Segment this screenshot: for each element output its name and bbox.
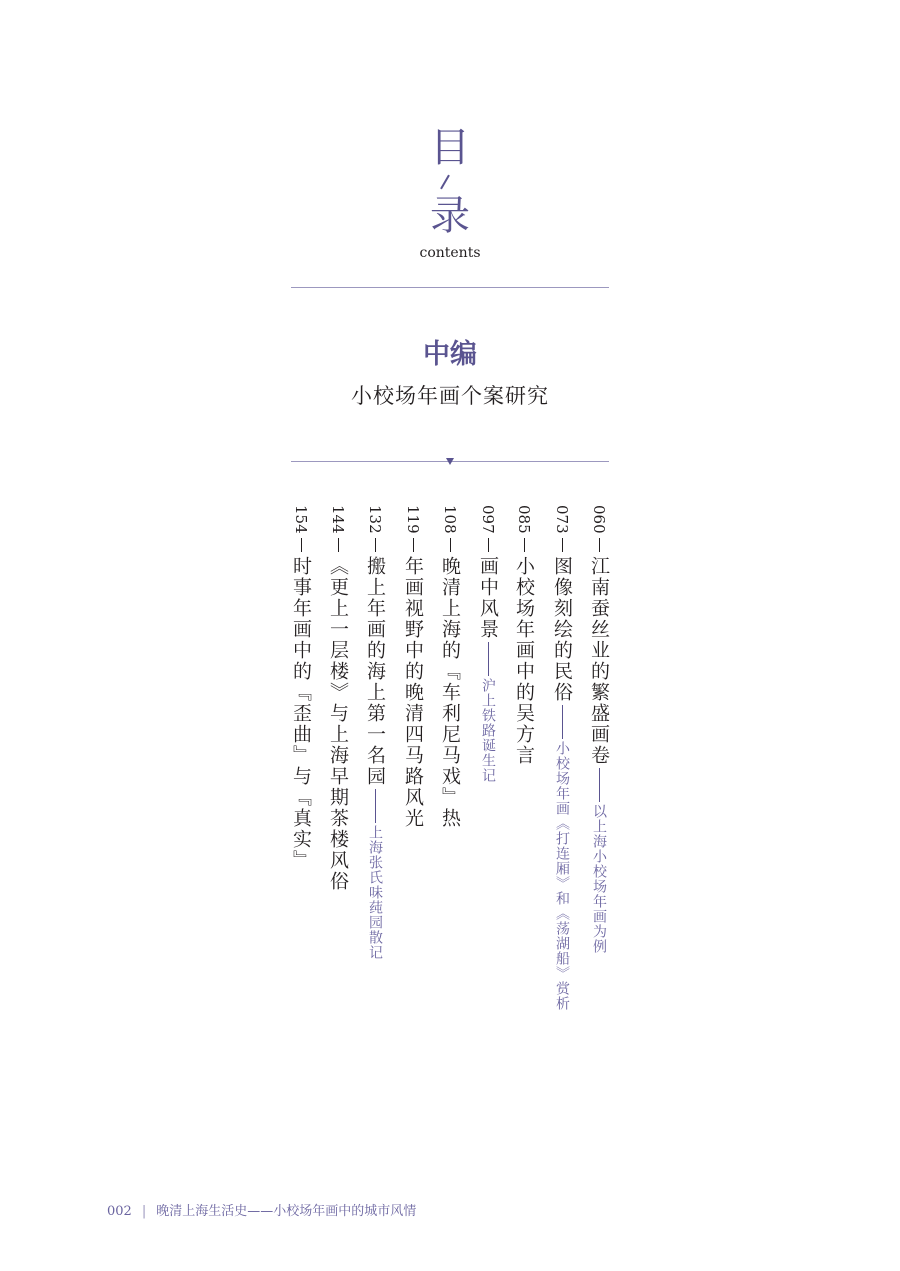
contents-label: contents [419,245,481,261]
part-subtitle: 小校场年画个案研究 [351,384,549,408]
toc-subtitle: 小校场年画《打连厢》和《荡湖船》赏析 [554,740,570,1011]
toc-separator [599,538,600,552]
toc-page-number: 073 [553,505,571,534]
toc-separator [524,538,525,552]
toc-title: 图像刻绘的民俗 [551,555,573,703]
toc-title: 晚清上海的『车利尼马戏』热 [439,555,461,829]
toc-subtitle: 以上海小校场年画为例 [591,803,607,954]
page-footer [107,1200,416,1219]
toc-separator [301,538,302,552]
toc-title: 《更上一层楼》与上海早期茶楼风俗 [327,555,349,892]
toc-list [0,505,900,1025]
footer-book-title: 晚清上海生活史——小校场年画中的城市风情 [156,1204,417,1219]
heading-char-mu: 目 [430,125,470,171]
toc-subtitle: 上海张氏味莼园散记 [367,824,383,960]
top-rule [291,287,609,288]
toc-page-number: 154 [292,505,310,534]
slash-divider [0,171,900,193]
toc-title: 时事年画中的『歪曲』与『真实』 [290,555,312,871]
footer-page-number: 002 [107,1204,132,1219]
toc-entry[interactable] [289,505,313,871]
toc-page-number: 144 [329,505,347,534]
toc-entry[interactable] [401,505,425,829]
toc-separator [413,538,414,552]
toc-separator [562,538,563,552]
toc-subtitle: 沪上铁路诞生记 [480,677,496,783]
toc-entry[interactable] [363,505,387,960]
toc-separator [488,538,489,552]
heading-char-lu: 录 [430,193,470,239]
toc-title: 江南蚕丝业的繁盛画卷 [588,555,610,766]
part-title: 中编 [423,339,477,370]
toc-entry[interactable] [512,505,536,766]
toc-heading [0,125,900,239]
toc-title: 年画视野中的晚清四马路风光 [402,555,424,829]
toc-entry[interactable] [438,505,462,829]
toc-dash [562,705,563,739]
toc-page-number: 108 [441,505,459,534]
toc-entry[interactable] [476,505,500,783]
toc-entry[interactable] [587,505,611,954]
toc-separator [375,538,376,552]
toc-page-number: 060 [590,505,608,534]
toc-separator [338,538,339,552]
toc-page-number: 085 [515,505,533,534]
toc-title: 画中风景 [477,555,499,640]
toc-separator [450,538,451,552]
toc-page-number: 119 [404,505,422,534]
toc-page-number: 097 [479,505,497,534]
triangle-marker-icon [446,458,454,465]
footer-separator: | [141,1204,147,1219]
toc-title: 搬上年画的海上第一名园 [364,555,386,787]
toc-dash [599,768,600,802]
toc-dash [375,789,376,823]
toc-entry[interactable] [550,505,574,1011]
toc-entry[interactable] [326,505,350,892]
toc-page-number: 132 [366,505,384,534]
toc-title: 小校场年画中的吴方言 [513,555,535,766]
toc-dash [488,642,489,676]
